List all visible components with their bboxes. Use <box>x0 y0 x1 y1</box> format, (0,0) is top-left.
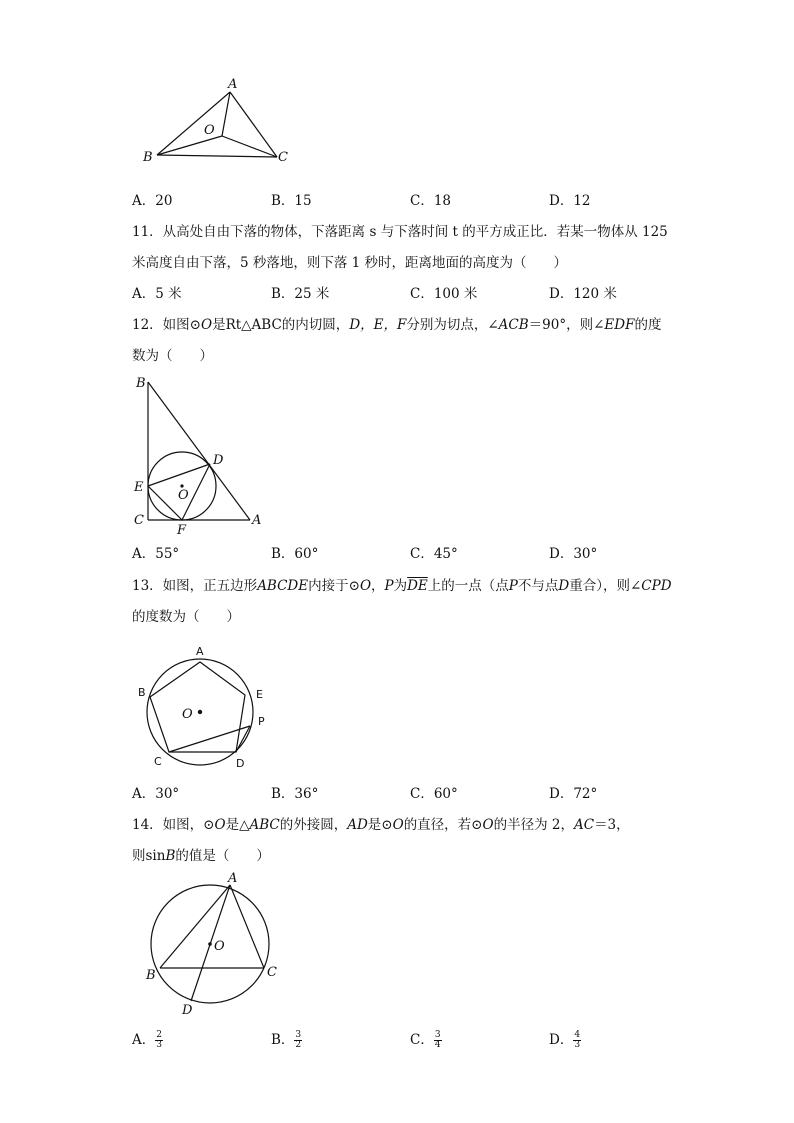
q14-var: B <box>165 848 176 864</box>
q13-var: ABCDE <box>257 578 309 594</box>
q13-var: D <box>558 578 570 594</box>
q12-var: D，E，F <box>349 317 407 333</box>
q14-text: 的值是（ ） <box>175 848 270 864</box>
q13-text: 不与点 <box>517 578 559 594</box>
q11-option-a[interactable]: A．5 米 <box>132 286 182 302</box>
q13-text: 为 <box>393 578 408 594</box>
q14-var: O <box>482 817 494 833</box>
q14-option-b-numerator: 3 <box>295 1030 302 1040</box>
q13-option-c[interactable]: C．60° <box>410 786 458 802</box>
q14-text: 的半径为 2， <box>493 817 574 833</box>
q14-option-c-fraction <box>434 1031 442 1050</box>
q13-text: 上的一点（点 <box>427 578 509 594</box>
q12-text: ＝90°，则∠ <box>528 317 605 333</box>
q10-option-c[interactable]: C．18 <box>410 193 452 209</box>
q14-label-a: A <box>228 871 238 886</box>
q14-var: AD <box>347 817 368 833</box>
q12-label-o: O <box>178 488 189 503</box>
q13-label-o: O <box>182 707 193 722</box>
q13-arc-de: $\overline{DE}$ <box>407 578 428 594</box>
q10-option-b[interactable]: B．15 <box>271 193 312 209</box>
q12-var: ACB <box>498 317 529 333</box>
q14-option-b-denominator: 2 <box>295 1040 302 1050</box>
q12-question-line2: 数为（ ） <box>132 348 213 364</box>
q12-var: EDF <box>604 317 635 333</box>
q14-option-a-denominator: 3 <box>156 1040 162 1050</box>
q14-var: O <box>214 817 226 833</box>
q12-label-e: E <box>134 480 144 495</box>
q14-option-d-fraction <box>573 1031 581 1050</box>
q14-circumcircle-figure <box>140 870 285 1020</box>
q14-option-b-prefix: B． <box>271 1032 295 1048</box>
q14-text: 是⊙ <box>367 817 393 833</box>
q11-question-line2: 米高度自由下落，5 秒落地，则下落 1 秒时，距离地面的高度为（ ） <box>132 255 568 271</box>
q14-var: AC <box>573 817 595 833</box>
q13-text: 内接于⊙ <box>308 578 360 594</box>
q10-option-d[interactable]: D．12 <box>549 193 591 209</box>
q11-option-d[interactable]: D．120 米 <box>549 286 617 302</box>
q14-option-d-denominator: 3 <box>574 1040 581 1050</box>
q13-option-d[interactable]: D．72° <box>549 786 598 802</box>
q12-label-d: D <box>213 453 224 468</box>
q14-option-b-fraction <box>294 1031 302 1050</box>
q12-label-a: A <box>252 513 262 528</box>
q13-pentagon-figure <box>132 640 272 776</box>
q12-text: 分别为切点，∠ <box>406 317 499 333</box>
q13-label-a: A <box>196 645 204 658</box>
q12-option-d[interactable]: D．30° <box>549 546 598 562</box>
q13-var: P <box>384 578 394 594</box>
q12-var: O <box>201 317 213 333</box>
q14-option-d-prefix: D． <box>549 1032 574 1048</box>
q13-text: 重合），则∠ <box>569 578 642 594</box>
q12-label-b: B <box>136 376 146 391</box>
q12-text: 12．如图⊙ <box>132 317 201 333</box>
q13-option-b[interactable]: B．36° <box>271 786 319 802</box>
q10-label-b: B <box>143 150 153 165</box>
q14-option-a[interactable] <box>132 1030 163 1050</box>
q13-text: ， <box>371 578 385 594</box>
q12-question-line1 <box>132 315 661 335</box>
q10-label-c: C <box>278 150 288 165</box>
q14-option-d[interactable] <box>549 1030 581 1050</box>
q13-var: P <box>508 578 518 594</box>
q13-question-line2: 的度数为（ ） <box>132 609 240 625</box>
q14-text: 是△ <box>225 817 250 833</box>
q11-question-line1: 11．从高处自由下落的物体，下落距离 s 与下落时间 t 的平方成正比．若某一物体从 125 <box>132 224 668 240</box>
q14-var: ABC <box>249 817 280 833</box>
q14-label-d: D <box>182 1003 193 1018</box>
q10-triangle-figure <box>140 74 300 170</box>
q14-option-c-denominator: 4 <box>434 1040 441 1050</box>
q12-option-a[interactable]: A．55° <box>132 546 180 562</box>
q13-label-c: C <box>154 755 162 768</box>
q12-option-b[interactable]: B．60° <box>271 546 319 562</box>
q14-option-a-numerator: 2 <box>156 1030 162 1040</box>
q14-text: 的直径，若⊙ <box>403 817 483 833</box>
q14-option-c-numerator: 3 <box>434 1030 441 1040</box>
q12-option-c[interactable]: C．45° <box>410 546 458 562</box>
q10-option-a[interactable]: A．20 <box>132 193 173 209</box>
q14-var: O <box>392 817 404 833</box>
q12-label-f: F <box>177 523 187 536</box>
q14-text: 14．如图，⊙ <box>132 817 215 833</box>
q12-text: 是Rt△ABC的内切圆， <box>212 317 350 333</box>
q11-option-c[interactable]: C．100 米 <box>410 286 478 302</box>
q12-incircle-figure <box>128 372 268 536</box>
q13-label-d: D <box>236 757 245 770</box>
q12-text: 的度 <box>634 317 662 333</box>
q14-option-d-numerator: 4 <box>574 1030 581 1040</box>
q14-question-line2 <box>132 846 270 866</box>
q14-option-c[interactable] <box>410 1030 442 1050</box>
q10-label-a: A <box>228 77 238 92</box>
q14-option-a-prefix: A． <box>132 1032 156 1048</box>
q14-text: 的外接圆， <box>279 817 348 833</box>
q14-text: 则sin <box>132 848 166 864</box>
q13-label-p: P <box>258 715 265 728</box>
q14-option-b[interactable] <box>271 1030 302 1050</box>
q13-var: CPD <box>641 578 672 594</box>
q14-option-c-prefix: C． <box>410 1032 434 1048</box>
q10-label-o: O <box>204 123 215 138</box>
q14-label-b: B <box>146 968 156 983</box>
q13-text: 13．如图，正五边形 <box>132 578 258 594</box>
q13-var: O <box>359 578 372 594</box>
q14-label-c: C <box>267 965 277 980</box>
q14-option-a-fraction <box>155 1031 163 1050</box>
q14-text: ＝3， <box>594 817 630 833</box>
q13-label-e: E <box>256 688 263 701</box>
q13-question-line1 <box>132 576 672 596</box>
q14-question-line1 <box>132 815 630 835</box>
q13-label-b: B <box>138 686 146 699</box>
q14-label-o: O <box>214 939 225 954</box>
q13-option-a[interactable]: A．30° <box>132 786 180 802</box>
q11-option-b[interactable]: B．25 米 <box>271 286 330 302</box>
q12-label-c: C <box>134 513 144 528</box>
